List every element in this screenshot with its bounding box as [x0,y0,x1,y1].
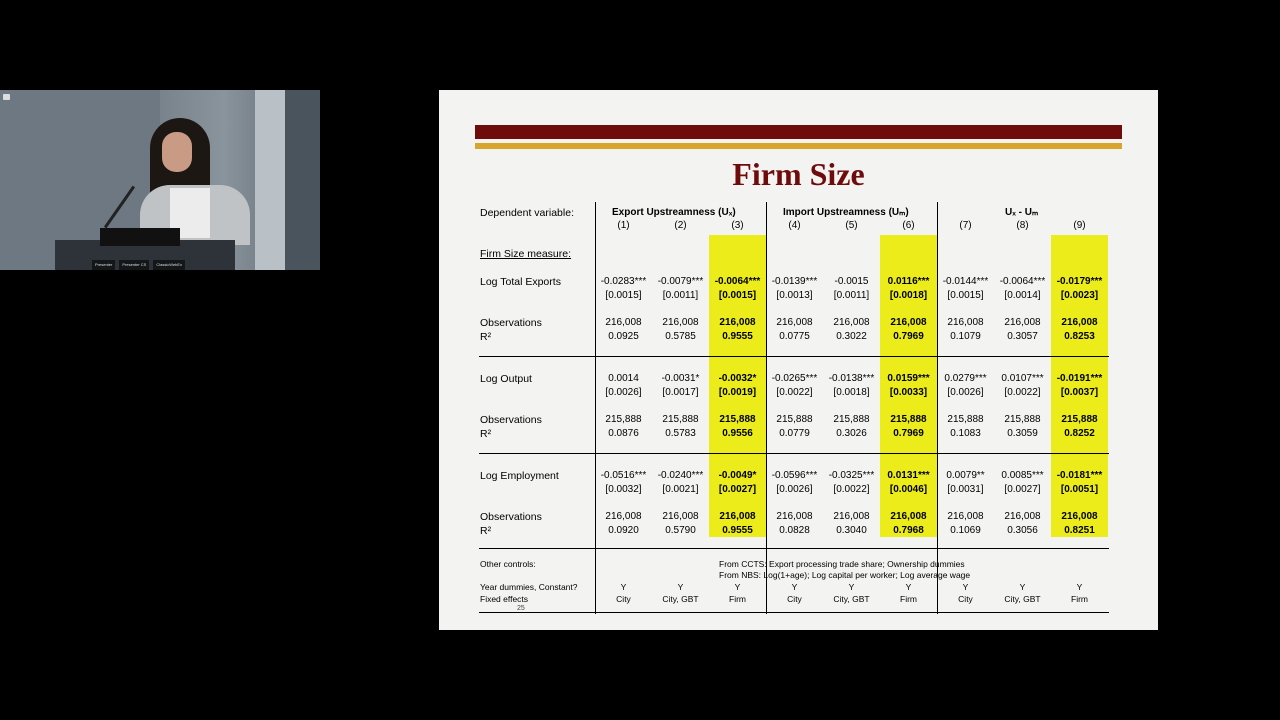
video-control-presenter[interactable]: Presenter [92,260,115,270]
rule-h-3 [479,548,1109,549]
col-number-8: (8) [1016,220,1029,231]
video-controls [92,260,232,270]
coef-cell: -0.0181*** [1056,470,1103,481]
se-cell: [0.0011] [662,290,699,301]
r2-cell: 0.0925 [608,331,639,342]
group-export: Export Upstreamness (Uₓ) [612,207,736,218]
fixed-effects-cell: Firm [900,594,917,604]
coef-cell: -0.0240*** [657,470,704,481]
r2-cell: 0.9555 [722,525,753,536]
year-dummies-cell: Y [1076,582,1083,592]
coef-cell: 0.0131*** [887,470,930,481]
r2-cell: 0.1083 [950,428,981,439]
obs-cell: 215,888 [776,414,813,425]
coef-cell: 0.0279*** [944,373,987,384]
col-number-2: (2) [674,220,687,231]
obs-cell: 215,888 [1061,414,1098,425]
se-cell: [0.0051] [1060,484,1099,495]
se-cell: [0.0014] [1004,290,1041,301]
obs-cell: 215,888 [890,414,927,425]
coef-cell: -0.0596*** [771,470,818,481]
fixed-effects-cell: City, GBT [833,594,870,604]
obs-cell: 216,008 [662,317,699,328]
row-label-observations-1: Observations [480,317,542,329]
obs-cell: 216,008 [833,511,870,522]
row-label-r2-2: R² [480,428,492,440]
r2-cell: 0.1079 [950,331,981,342]
se-cell: [0.0019] [718,387,757,398]
lock-icon [3,94,10,100]
se-cell: [0.0013] [776,290,813,301]
obs-cell: 216,008 [719,317,756,328]
obs-cell: 216,008 [947,511,984,522]
obs-cell: 215,888 [662,414,699,425]
obs-cell: 216,008 [947,317,984,328]
se-cell: [0.0022] [776,387,813,398]
coef-cell: -0.0283*** [600,276,647,287]
coef-cell: -0.0191*** [1056,373,1103,384]
obs-cell: 216,008 [776,317,813,328]
obs-cell: 216,008 [1004,511,1041,522]
r2-cell: 0.7968 [893,525,924,536]
obs-cell: 215,888 [605,414,642,425]
coef-cell: 0.0079** [946,470,985,481]
se-cell: [0.0018] [889,290,928,301]
row-label-log-employment: Log Employment [480,470,559,482]
rule-v-1 [595,202,596,614]
year-dummies-cell: Y [1019,582,1026,592]
se-cell: [0.0032] [605,484,642,495]
background-door [285,90,320,270]
coef-cell: -0.0265*** [771,373,818,384]
controls-line-2: From NBS: Log(1+age); Log capital per worker; Log average wage [719,570,971,580]
coef-cell: -0.0179*** [1056,276,1103,287]
row-label-r2-1: R² [480,331,492,343]
measure-label: Firm Size measure: [480,248,572,260]
r2-cell: 0.0920 [608,525,639,536]
year-dummies-cell: Y [962,582,969,592]
r2-cell: 0.9555 [722,331,753,342]
se-cell: [0.0018] [833,387,870,398]
obs-cell: 216,008 [719,511,756,522]
coef-cell: -0.0516*** [600,470,647,481]
year-dummies-cell: Y [791,582,798,592]
coef-cell: 0.0107*** [1001,373,1044,384]
col-number-7: (7) [959,220,972,231]
fixed-effects-cell: City [787,594,802,604]
podium-monitor [100,228,180,246]
coef-cell: 0.0159*** [887,373,930,384]
r2-cell: 0.3057 [1007,331,1038,342]
obs-cell: 216,008 [605,317,642,328]
rule-h-4 [479,612,1109,613]
se-cell: [0.0027] [1004,484,1041,495]
fixed-effects-cell: Firm [1071,594,1088,604]
fixed-effects-cell: City, GBT [1004,594,1041,604]
fixed-effects-cell: Firm [729,594,746,604]
group-import: Import Upstreamness (Uₘ) [783,207,909,218]
slide-header-accent [475,143,1122,149]
speaker-face [162,132,192,172]
r2-cell: 0.3059 [1007,428,1038,439]
r2-cell: 0.7969 [893,331,924,342]
coef-cell: 0.0085*** [1001,470,1044,481]
row-label-log-output: Log Output [480,373,532,385]
year-dummies-label: Year dummies, Constant? [480,582,578,592]
rule-v-3 [937,202,938,614]
year-dummies-cell: Y [905,582,912,592]
obs-cell: 216,008 [1004,317,1041,328]
r2-cell: 0.3056 [1007,525,1038,536]
coef-cell: -0.0325*** [828,470,875,481]
r2-cell: 0.0775 [779,331,810,342]
coef-cell: -0.0139*** [771,276,818,287]
coef-cell: -0.0144*** [942,276,989,287]
coef-cell: -0.0064*** [999,276,1046,287]
row-label-observations-2: Observations [480,414,542,426]
year-dummies-cell: Y [677,582,684,592]
r2-cell: 0.3026 [836,428,867,439]
speaker-video [0,90,320,270]
obs-cell: 215,888 [947,414,984,425]
se-cell: [0.0033] [889,387,928,398]
year-dummies-cell: Y [734,582,741,592]
obs-cell: 215,888 [719,414,756,425]
obs-cell: 215,888 [1004,414,1041,425]
obs-cell: 216,008 [1061,317,1098,328]
obs-cell: 216,008 [776,511,813,522]
se-cell: [0.0022] [1004,387,1041,398]
r2-cell: 0.8251 [1064,525,1095,536]
col-number-9: (9) [1073,220,1086,231]
r2-cell: 0.5785 [665,331,696,342]
year-dummies-cell: Y [620,582,627,592]
row-label-r2-3: R² [480,525,492,537]
row-label-observations-3: Observations [480,511,542,523]
coef-cell: -0.0064*** [714,276,761,287]
col-number-6: (6) [902,220,915,231]
page-number: 25 [517,605,525,612]
se-cell: [0.0026] [605,387,642,398]
coef-cell: -0.0079*** [657,276,704,287]
se-cell: [0.0021] [662,484,699,495]
fixed-effects-cell: City [616,594,631,604]
se-cell: [0.0026] [776,484,813,495]
obs-cell: 216,008 [833,317,870,328]
r2-cell: 0.3040 [836,525,867,536]
obs-cell: 216,008 [1061,511,1098,522]
se-cell: [0.0017] [662,387,699,398]
rule-h-1 [479,356,1109,357]
col-number-4: (4) [788,220,801,231]
slide-title: Firm Size [732,156,865,192]
se-cell: [0.0046] [889,484,928,495]
dep-var-label: Dependent variable: [480,207,574,219]
r2-cell: 0.5783 [665,428,696,439]
r2-cell: 0.3022 [836,331,867,342]
coef-cell: -0.0049* [718,470,757,481]
se-cell: [0.0037] [1060,387,1099,398]
video-control-webex[interactable]: ClassicWebEx [153,260,185,270]
se-cell: [0.0011] [833,290,870,301]
obs-cell: 216,008 [890,317,927,328]
col-number-3: (3) [731,220,744,231]
r2-cell: 0.9556 [722,428,753,439]
obs-cell: 216,008 [662,511,699,522]
coef-cell: 0.0116*** [887,276,930,287]
r2-cell: 0.8253 [1064,331,1095,342]
se-cell: [0.0031] [947,484,984,495]
col-number-5: (5) [845,220,858,231]
obs-cell: 215,888 [833,414,870,425]
r2-cell: 0.0828 [779,525,810,536]
background-column [255,90,285,270]
presentation-slide [439,90,1158,630]
fixed-effects-label: Fixed effects [480,594,529,604]
se-cell: [0.0015] [947,290,984,301]
se-cell: [0.0022] [833,484,870,495]
coef-cell: -0.0138*** [828,373,875,384]
se-cell: [0.0015] [718,290,757,301]
slide-header-bar [475,125,1122,139]
rule-h-2 [479,453,1109,454]
r2-cell: 0.0779 [779,428,810,439]
rule-v-2 [766,202,767,614]
obs-cell: 216,008 [890,511,927,522]
col-number-1: (1) [617,220,630,231]
se-cell: [0.0023] [1060,290,1099,301]
r2-cell: 0.8252 [1064,428,1095,439]
r2-cell: 0.1069 [950,525,981,536]
controls-line-1: From CCTS: Export processing trade share; Ownership dummies [719,559,965,569]
r2-cell: 0.0876 [608,428,639,439]
coef-cell: -0.0015 [834,276,869,287]
fixed-effects-cell: City, GBT [662,594,699,604]
se-cell: [0.0026] [947,387,984,398]
r2-cell: 0.5790 [665,525,696,536]
row-label-log-total-exports: Log Total Exports [480,276,561,288]
r2-cell: 0.7969 [893,428,924,439]
obs-cell: 216,008 [605,511,642,522]
fixed-effects-cell: City [958,594,973,604]
other-controls-label: Other controls: [480,559,536,569]
group-diff: Uₓ - Uₘ [1005,207,1039,218]
video-control-presenter-cs[interactable]: Presenter CS [119,260,149,270]
coef-cell: -0.0031* [661,373,700,384]
year-dummies-cell: Y [848,582,855,592]
se-cell: [0.0015] [605,290,642,301]
coef-cell: 0.0014 [608,373,639,384]
se-cell: [0.0027] [718,484,757,495]
coef-cell: -0.0032* [718,373,757,384]
